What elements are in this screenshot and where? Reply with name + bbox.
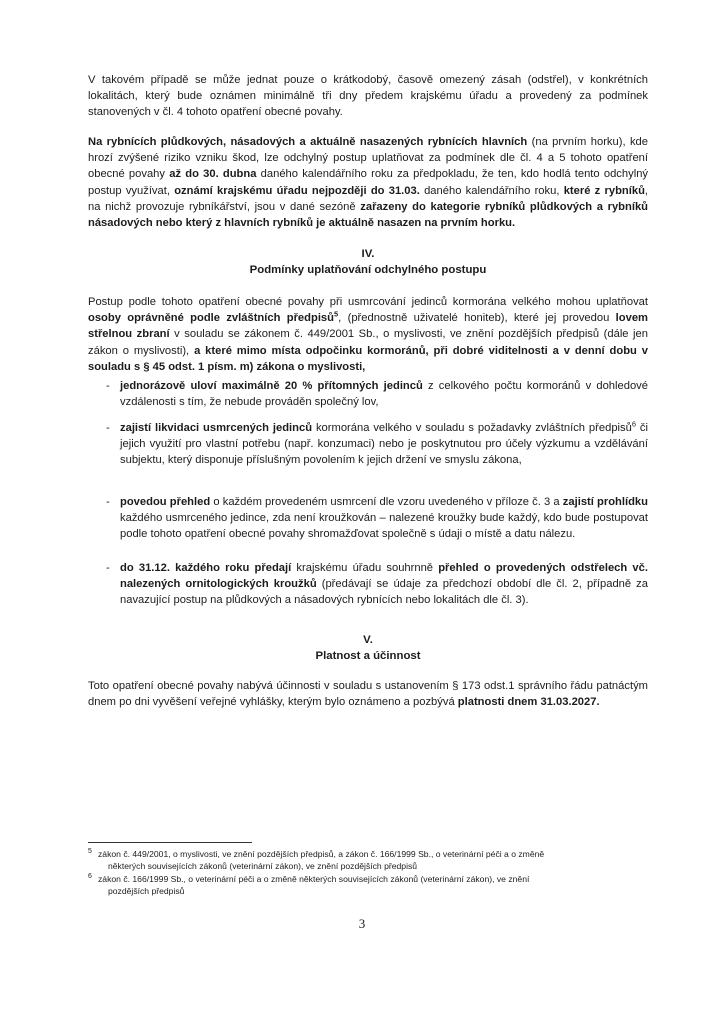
list-item-text <box>120 560 648 609</box>
bold-text: přehled o provedených odstřelech vč. nalezených ornitologických kroužků <box>120 562 648 591</box>
paragraph-text: , na nichž provozuje rybníkářství, jsou v dané sezóně <box>88 184 649 213</box>
section-title: Platnost a účinnost <box>315 650 421 662</box>
list-dash: - <box>106 422 110 434</box>
list-dash: - <box>106 380 110 392</box>
paragraph-validity <box>88 678 648 710</box>
bold-text: platnosti dnem 31.03.2027. <box>457 696 600 709</box>
paragraph-intro <box>88 72 648 121</box>
bold-text: lovem střelnou zbraní <box>88 312 648 341</box>
paragraph-text: (na prvním horku), kde hrozí zvýšené riziko vzniku škod, lze odchylný postup uplatňovat za podmínek dle čl. 4 a 5 tohoto opatření obecné povahy <box>88 136 648 181</box>
list-item-text <box>120 420 648 469</box>
paragraph-text: krajskému úřadu souhrnně <box>291 562 439 574</box>
footnote-ref: 5 <box>333 309 339 319</box>
paragraph-text: daného kalendářního roku, <box>419 184 564 197</box>
page-number: 3 <box>358 916 366 931</box>
paragraph-text: kormorána velkého v souladu s požadavky zvláštních předpisů <box>312 422 632 434</box>
list-dash: - <box>106 496 110 508</box>
paragraph-text: každého usmrceného jedince, zda není kroužkován – nalezené kroužky bude každý, kdo bude postupovat podle tohoto opatření obecné povahy shromažďovat společně s údaji o místě a datu nálezu. <box>120 512 648 541</box>
paragraph-text: V takovém případě se může jednat pouze o krátkodobý, časově omezený zásah (odstřel), v konkrétních lokalitách, který bude oznámen minimálně tři dny předem krajskému úřadu a provedený za podmínek stanovených v čl. 4 tohoto opatření obecné povahy. <box>88 74 648 119</box>
list-dash: - <box>106 562 110 574</box>
footnote-text: zákon č. 449/2001, o myslivosti, ve znění pozdějších předpisů, a zákon č. 166/1999 Sb., o veterinární péči a o změně <box>98 849 545 859</box>
section-number: V. <box>363 634 373 646</box>
bold-text: oznámí krajskému úřadu nejpozději do 31.03. <box>174 184 420 197</box>
bold-text: povedou přehled <box>120 496 211 508</box>
footnote-ref: 6 <box>631 419 637 429</box>
section-number: IV. <box>361 248 375 260</box>
paragraph-text: v souladu se zákonem č. 449/2001 Sb., o myslivosti, ve znění pozdějších předpisů (dále jen zákon o myslivosti), <box>88 328 648 357</box>
paragraph-fish-ponds <box>88 134 648 231</box>
paragraph-text: , (přednostně uživatelé honiteb), které jej provedou <box>338 312 616 325</box>
bold-text: a které mimo místa odpočinku kormoránů, při dobré viditelnosti a v denní dobu v souladu s § 45 odst. 1 písm. m) zákona o myslivosti, <box>88 344 648 373</box>
footnote-text: některých souvisejících zákonů (veterinární zákon), ve znění pozdějších předpisů <box>108 861 418 871</box>
bold-text: zařazeny do kategorie rybníků plůdkových a rybníků násadových nebo který z hlavních rybníků je aktuálně nasazen na prvním horku. <box>88 200 648 230</box>
bold-text: osoby oprávněné podle zvláštních předpisů <box>88 312 334 325</box>
bold-text: Na rybnících plůdkových, násadových a aktuálně nasazených rybnících hlavních <box>88 136 528 148</box>
paragraph-text: daného kalendářního roku za předpokladu, že ten, kdo hodlá tento odchylný postup využívat, <box>88 168 649 197</box>
bold-text: které z rybníků <box>563 184 645 197</box>
list-item-text <box>120 378 648 410</box>
footnote-text: pozdějších předpisů <box>108 886 185 896</box>
paragraph-text: Toto opatření obecné povahy nabývá účinnosti v souladu s ustanovením § 173 odst.1 správního řádu patnáctým dnem po dni vyvěšení veřejné vyhlášky, kterým bylo oznámeno a pozbývá <box>88 680 648 709</box>
bold-text: zajistí prohlídku <box>562 496 648 508</box>
bold-text: zajistí likvidaci usmrcených jedinců <box>120 422 313 434</box>
list-item-text <box>120 494 648 543</box>
paragraph-text: o každém provedeném usmrcení dle vzoru uvedeného v příloze č. 3 a <box>210 496 563 508</box>
section-title: Podmínky uplatňování odchylného postupu <box>249 264 487 276</box>
paragraph-text: (předávají se údaje za předchozí období dle čl. 2, případně za navazující postup na plůdkových a násadových rybnících nebo lokalitách dle čl. 3). <box>120 578 648 607</box>
paragraph-conditions <box>88 294 648 375</box>
paragraph-text: či jejich využití pro vlastní potřebu (např. konzumaci) nebo je poskytnutou pro účely výzkumu a vzdělávání subjektu, který disponuje příslušným povolením k jejich držení ve smyslu zákona, <box>120 422 648 467</box>
footnote-text: zákon č. 166/1999 Sb., o veterinární péči a o změně některých souvisejících zákonů (veterinární zákon), ve znění <box>98 874 530 884</box>
bold-text: do 31.12. každého roku předají <box>120 562 292 574</box>
bold-text: až do 30. dubna <box>169 168 257 181</box>
bold-text: jednorázově uloví maximálně 20 % přítomných jedinců <box>120 380 423 392</box>
footnote-mark: 5 <box>88 848 92 855</box>
paragraph-text: Postup podle tohoto opatření obecné povahy při usmrcování jedinců kormorána velkého mohou uplatňovat <box>88 296 648 308</box>
paragraph-text: z celkového počtu kormoránů v dohledové vzdálenosti s tím, že nebude prováděn společný lov, <box>120 380 648 409</box>
footnote-divider <box>88 842 252 843</box>
footnote-mark: 6 <box>88 873 92 880</box>
